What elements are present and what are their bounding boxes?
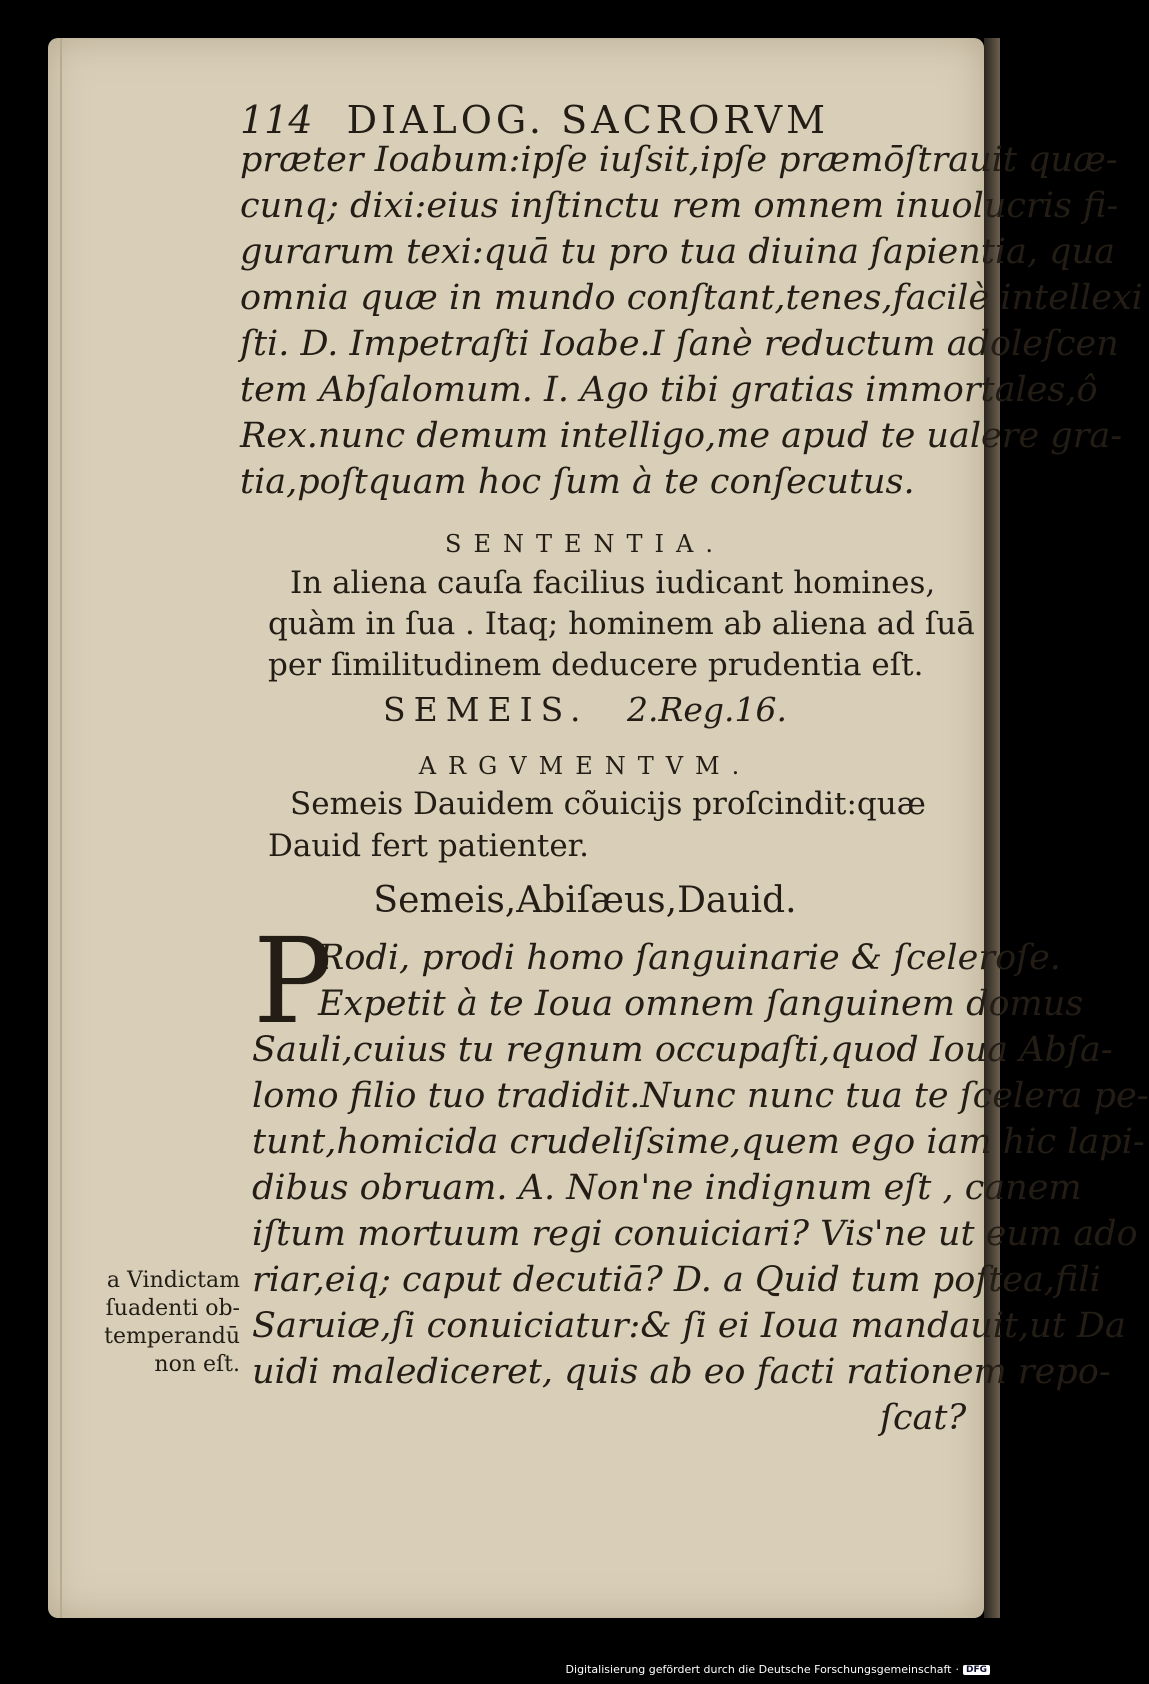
body-line: gurarum texi:quā tu pro tua diuina ſapientia, qua xyxy=(240,232,1115,272)
dialog-line: tunt,homicida crudeliſsime,quem ego iam hic lapi- xyxy=(252,1122,1145,1162)
section-name: SEMEIS. xyxy=(383,690,589,729)
dialog-line: Sauli,cuius tu regnum occupaſti,quod Ioua Abſa- xyxy=(252,1030,1113,1070)
running-title: DIALOG. SACRORVM xyxy=(346,98,830,142)
page-edge xyxy=(60,38,62,1618)
sententia-line: per ſimilitudinem deducere prudentia eſt. xyxy=(268,647,924,683)
dialog-line: riar,eiq; caput decutiā? D. a Quid tum poſtea,fili xyxy=(252,1260,1101,1300)
margin-line: a Vindictam xyxy=(106,1268,240,1293)
body-line: tia,poſtquam hoc ſum à te conſecutus. xyxy=(240,462,915,502)
body-line: omnia quӕ in mundo conſtant,tenes,facilè intellexi xyxy=(240,278,1143,318)
section-title xyxy=(240,690,930,729)
dialog-line: dibus obruam. A. Non'ne indignum eſt , canem xyxy=(252,1168,1082,1208)
body-line: prӕter Ioabum:ipſe iuſsit,ipſe prӕmōſtrauit quӕ- xyxy=(240,140,1118,180)
dialog-line: ſcat? xyxy=(880,1398,967,1438)
dialog-line: Expetit à te Ioua omnem ſanguinem domus xyxy=(318,984,1084,1024)
margin-line: ſuadenti ob- xyxy=(105,1296,240,1321)
dialog-line: Rodi, prodi homo ſanguinarie & ſceleroſe. xyxy=(318,938,1061,978)
dialog-line: lomo filio tuo tradidit.Nunc nunc tua te ſcelera pe- xyxy=(252,1076,1149,1116)
section-reference: 2.Reg.16. xyxy=(627,690,787,729)
sententia-line: In aliena cauſa facilius iudicant homines, xyxy=(290,565,936,601)
sententia-heading: SENTENTIA. xyxy=(445,530,725,558)
dialogue-persons: Semeis,Abiſӕus,Dauid. xyxy=(373,880,797,921)
digitization-footer: Digitalisierung gefördert durch die Deutsche Forschungsgemeinschaft · DFG xyxy=(566,1663,990,1676)
footer-credit: Digitalisierung gefördert durch die Deutsche Forschungsgemeinschaft xyxy=(565,1663,952,1676)
page-number: 114 xyxy=(240,98,313,142)
dialog-line: Saruiӕ,ſi conuiciatur:& ſi ei Ioua mandauit,ut Da xyxy=(252,1306,1126,1346)
drop-cap: P xyxy=(253,912,333,1050)
margin-line: temperandū xyxy=(104,1324,240,1349)
dialog-line: iſtum mortuum regi conuiciari? Vis'ne ut eum ado xyxy=(252,1214,1138,1254)
body-line: cunq; dixi:eius inſtinctu rem omnem inuolucris fi- xyxy=(240,186,1119,226)
body-line: tem Abſalomum. I. Ago tibi gratias immortales,ô xyxy=(240,370,1098,410)
running-header xyxy=(240,98,920,142)
argumentum-heading: ARGVMENTVM. xyxy=(418,752,752,780)
body-line: Rex.nunc demum intelligo,me apud te ualere gra- xyxy=(240,416,1123,456)
sententia-line: quàm in ſua . Itaq; hominem ab aliena ad ſuā xyxy=(268,606,975,642)
margin-line: non eſt. xyxy=(154,1352,240,1377)
argumentum-line: Dauid fert patienter. xyxy=(268,828,589,864)
dialog-line: uidi malediceret, quis ab eo facti rationem repo- xyxy=(252,1352,1111,1392)
dfg-logo-icon: DFG xyxy=(963,1665,990,1675)
body-line: ſti. D. Impetraſti Ioabe.I ſanè reductum adoleſcen xyxy=(240,324,1119,364)
argumentum-line: Semeis Dauidem cõuicijs proſcindit:quӕ xyxy=(290,786,926,822)
